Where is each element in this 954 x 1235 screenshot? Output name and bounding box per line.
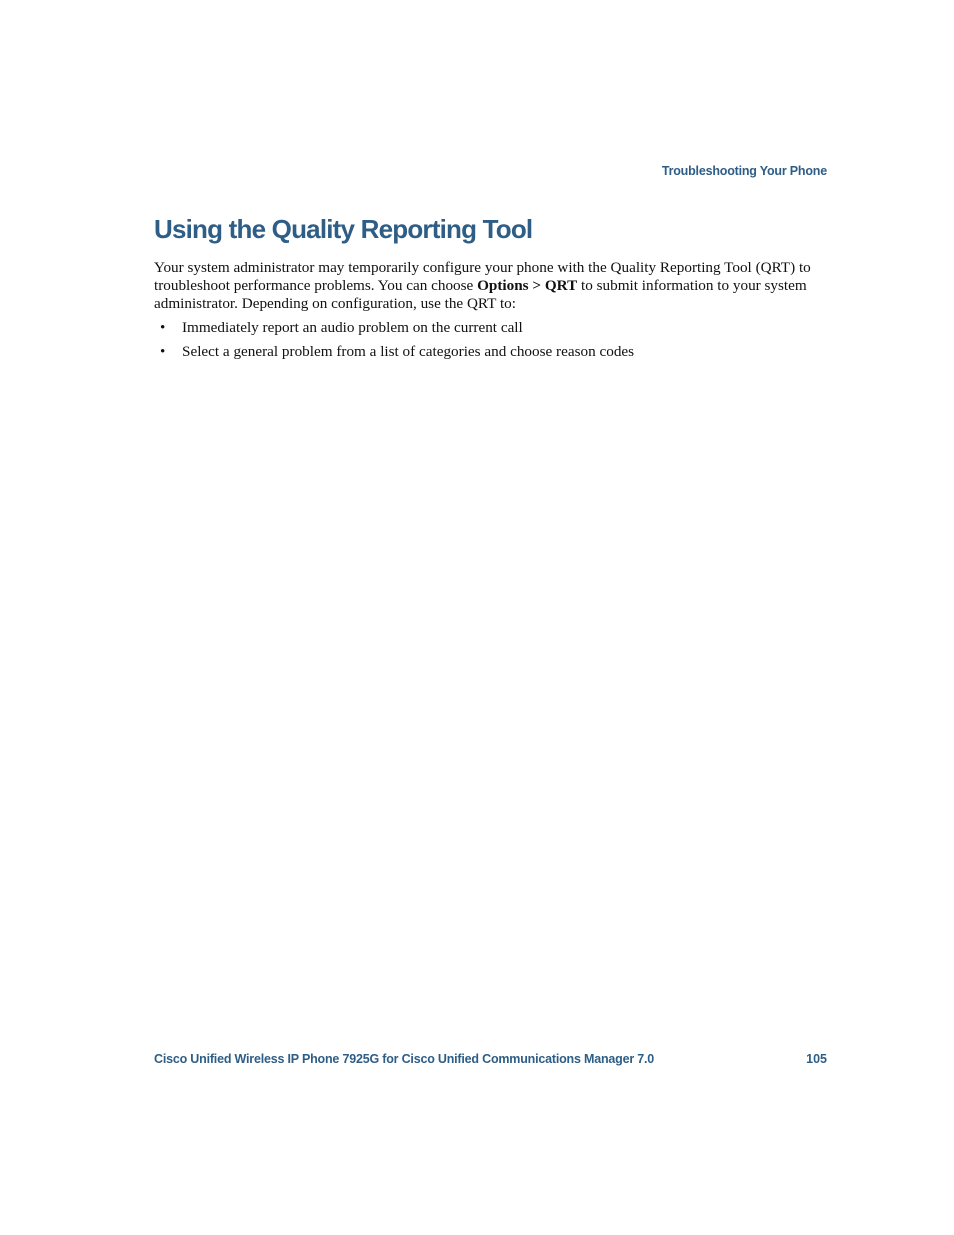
bullet-icon: •: [160, 319, 166, 336]
menu-path-options-qrt: Options > QRT: [477, 277, 578, 294]
intro-text-part1: Your system administrator may temporarily configure your phone with the Quality Reporting Tool (QRT) to troubleshoot performance problems. You can choose: [154, 259, 811, 294]
bullet-list: [154, 319, 834, 361]
page-number: 105: [806, 1052, 827, 1066]
list-item-text: Immediately report an audio problem on the current call: [182, 319, 523, 336]
intro-text-part2: to submit information to your system administrator. Depending on configuration, use the QRT to:: [154, 277, 807, 312]
section-body: [154, 259, 834, 367]
section-title: Using the Quality Reporting Tool: [154, 214, 533, 244]
list-item: [154, 319, 834, 337]
bullet-icon: •: [160, 343, 166, 360]
footer-title: Cisco Unified Wireless IP Phone 7925G for Cisco Unified Communications Manager 7.0: [154, 1052, 655, 1066]
list-item: [154, 343, 834, 361]
list-item-text: Select a general problem from a list of categories and choose reason codes: [182, 343, 635, 360]
intro-paragraph: [154, 259, 834, 313]
running-header: Troubleshooting Your Phone: [661, 164, 827, 178]
